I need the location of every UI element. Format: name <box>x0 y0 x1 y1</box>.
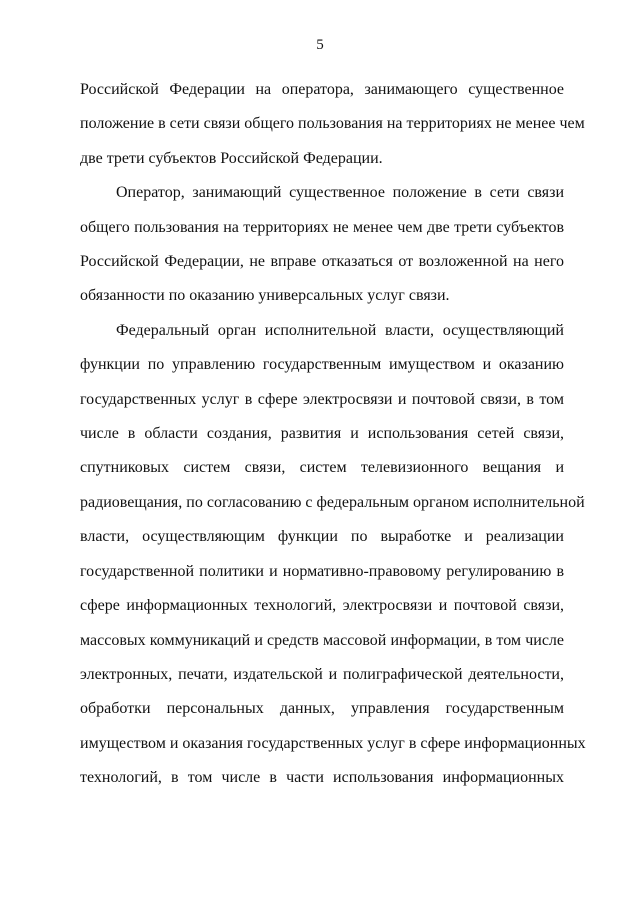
page-number: 5 <box>316 37 324 53</box>
text-line: власти, осуществляющим функции по выработке и реализации <box>80 528 564 546</box>
text-line: государственных услуг в сфере электросвязи и почтовой связи, в том <box>80 390 564 408</box>
text-line: Российской Федерации, не вправе отказаться от возложенной на него <box>80 253 564 271</box>
text-line: электронных, печати, издательской и полиграфической деятельности, <box>80 665 564 683</box>
text-line: государственной политики и нормативно-правовому регулированию в <box>80 562 564 580</box>
text-line: числе в области создания, развития и использования сетей связи, <box>80 425 564 443</box>
text-line: радиовещания, по согласованию с федеральным органом исполнительной <box>80 493 585 511</box>
paragraph-3 <box>80 314 586 796</box>
text-line: имуществом и оказания государственных услуг в сфере информационных <box>80 734 586 752</box>
text-line: Оператор, занимающий существенное положение в сети связи <box>116 184 564 202</box>
text-line: общего пользования на территориях не менее чем две трети субъектов <box>80 218 564 236</box>
text-line: две трети субъектов Российской Федерации. <box>80 149 383 167</box>
text-line: спутниковых систем связи, систем телевизионного вещания и <box>80 459 564 477</box>
paragraph-1 <box>80 73 585 176</box>
text-line: технологий, в том числе в части использования информационных <box>80 769 564 787</box>
text-line: массовых коммуникаций и средств массовой информации, в том числе <box>80 631 564 649</box>
text-line: функции по управлению государственным имуществом и оказанию <box>80 356 564 374</box>
text-line: обязанности по оказанию универсальных услуг связи. <box>80 287 450 305</box>
text-line: положение в сети связи общего пользования на территориях не менее чем <box>80 115 585 133</box>
document-body <box>80 73 586 796</box>
text-line: обработки персональных данных, управления государственным <box>80 700 564 718</box>
text-line: Российской Федерации на оператора, занимающего существенное <box>80 81 564 98</box>
text-line: Федеральный орган исполнительной власти, осуществляющий <box>116 321 564 339</box>
paragraph-2 <box>80 176 564 314</box>
text-line: сфере информационных технологий, электросвязи и почтовой связи, <box>80 597 564 615</box>
